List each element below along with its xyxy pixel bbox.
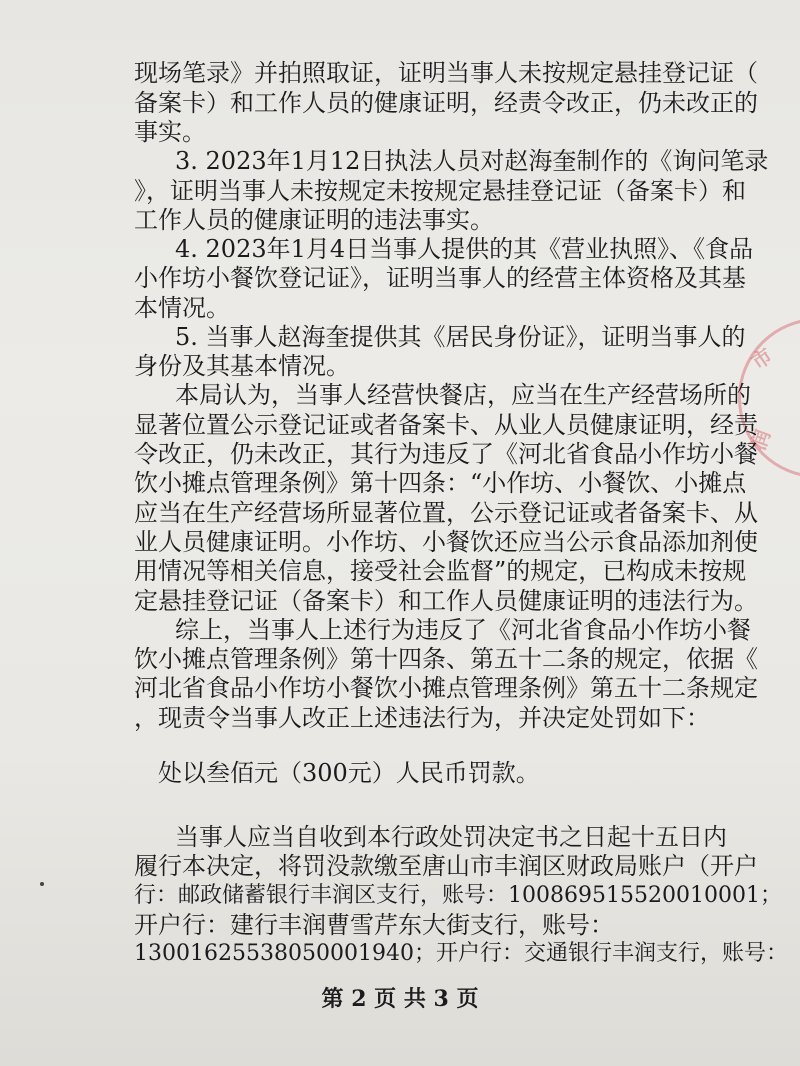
text-line: 现场笔录》并拍照取证，证明当事人未按规定悬挂登记证（: [134, 59, 758, 87]
penalty-line: 处以叁佰元（300元）人民币罚款。: [158, 759, 540, 787]
seal-glyph: 市: [746, 343, 777, 375]
text-line: 饮小摊点管理条例》第十四条、第五十二条的规定，依据《: [134, 645, 758, 673]
text-line: 工作人员的健康证明的违法事实。: [134, 206, 494, 234]
text-line: 本局认为，当事人经营快餐店，应当在生产经营场所的: [175, 381, 751, 409]
text-line: 3. 2023年1月12日执法人员对赵海奎制作的《询问笔录: [175, 147, 769, 175]
text-line: 本情况。: [134, 294, 230, 322]
text-line: 事实。: [134, 118, 206, 146]
text-line: 身份及其基本情况。: [134, 352, 350, 380]
scan-speck: [40, 882, 44, 886]
text-line: 河北省食品小作坊小餐饮小摊点管理条例》第五十二条规定: [134, 674, 758, 702]
text-line: 5. 当事人赵海奎提供其《居民身份证》，证明当事人的: [175, 323, 746, 351]
text-line: ，现责令当事人改正上述违法行为，并决定处罚如下：: [134, 704, 710, 732]
text-line: 综上，当事人上述行为违反了《河北省食品小作坊小餐: [175, 616, 751, 644]
text-line: 用情况等相关信息，接受社会监督”的规定，已构成未按规: [134, 557, 747, 585]
text-line: 显著位置公示登记证或者备案卡、从业人员健康证明，经责: [134, 411, 758, 439]
text-line: 13001625538050001940；开户行：交通银行丰润支行，账号：: [134, 941, 788, 966]
text-line: 履行本决定，将罚没款缴至唐山市丰润区财政局账户（开户: [134, 852, 758, 880]
text-line: 备案卡）和工作人员的健康证明，经责令改正，仍未改正的: [134, 89, 758, 117]
text-line: 应当在生产经营场所显著位置，公示登记证或者备案卡、从: [134, 499, 758, 527]
text-line: 开户行：建行丰润曹雪芹东大街支行，账号：: [134, 911, 614, 939]
seal-glyph: 润: [745, 426, 776, 454]
text-line: 饮小摊点管理条例》第十四条：“小作坊、小餐饮、小摊点: [134, 469, 747, 497]
text-line: 业人员健康证明。小作坊、小餐饮还应当公示食品添加剂使: [134, 528, 758, 556]
text-line: 4. 2023年1月4日当事人提供的其《营业执照》、《食品: [175, 235, 754, 263]
text-line: 小作坊小餐饮登记证》，证明当事人的经营主体资格及其基: [134, 264, 746, 292]
text-line: 令改正，仍未改正，其行为违反了《河北省食品小作坊小餐: [134, 440, 758, 468]
text-line: 当事人应当自收到本行政处罚决定书之日起十五日内: [175, 823, 727, 851]
text-line: 》，证明当事人未按规定未按规定悬挂登记证（备案卡）和: [134, 177, 746, 205]
text-line: 行：邮政储蓄银行丰润区支行，账号：100869515520010001；: [134, 883, 782, 908]
text-line: 定悬挂登记证（备案卡）和工作人员健康证明的违法行为。: [134, 587, 758, 615]
page-number: 第 2 页 共 3 页: [321, 986, 479, 1012]
